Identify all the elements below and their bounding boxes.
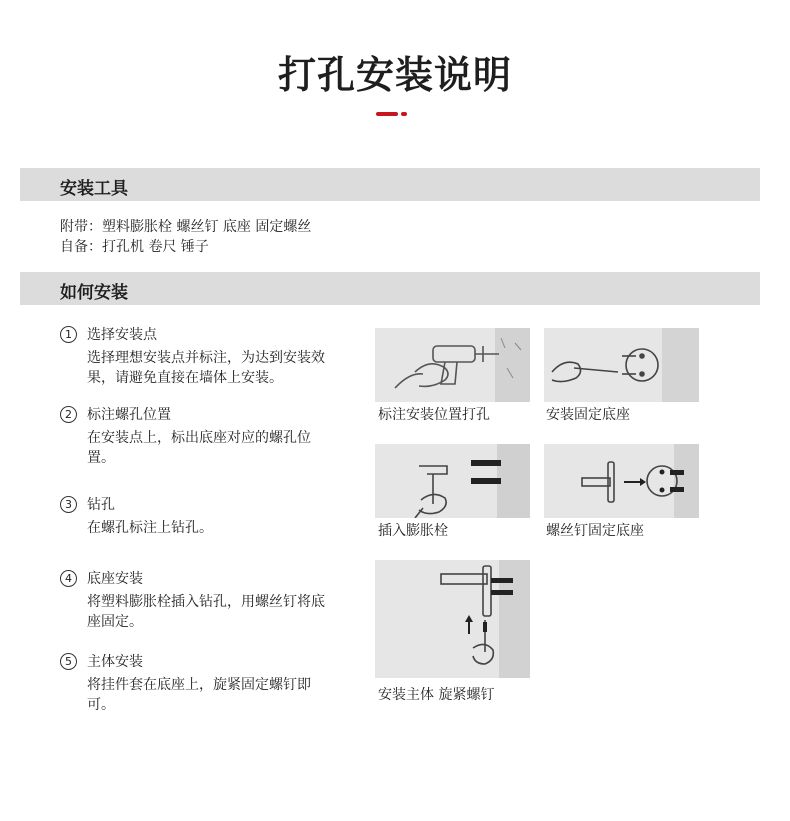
- drill-icon: [375, 328, 530, 402]
- figure-caption: 螺丝钉固定底座: [546, 523, 644, 539]
- figure-caption: 安装固定底座: [546, 407, 630, 423]
- title-accent-line: [376, 112, 398, 116]
- hook-assembly-icon: [375, 560, 530, 678]
- step-4: [60, 568, 360, 632]
- step-title: 选择安装点: [87, 327, 157, 343]
- step-description: 将挂件套在底座上，旋紧固定螺钉即可。: [87, 677, 311, 713]
- section-header-tools: [20, 168, 760, 201]
- title-accent-dot: [401, 112, 407, 116]
- figure-caption: 插入膨胀栓: [378, 523, 448, 539]
- step-title: 钻孔: [87, 497, 115, 513]
- step-number: 5: [60, 653, 77, 670]
- included-tools-text: 附带：塑料膨胀栓 螺丝钉 底座 固定螺丝: [60, 219, 312, 235]
- prepare-tools-text: 自备：打孔机 卷尺 锤子: [60, 239, 209, 255]
- figure-hammer: [375, 444, 530, 518]
- section-title-howto: 如何安装: [60, 283, 128, 303]
- step-3: [60, 494, 360, 538]
- step-title: 主体安装: [87, 654, 143, 670]
- figure-base-mount: [544, 444, 699, 518]
- figure-screwdriver: [544, 328, 699, 402]
- figure-hook-assembly: [375, 560, 530, 678]
- step-5: [60, 651, 360, 715]
- step-number: 3: [60, 496, 77, 513]
- page-title: 打孔安装说明: [277, 53, 512, 97]
- screwdriver-icon: [544, 328, 699, 402]
- step-number: 2: [60, 406, 77, 423]
- step-title: 标注螺孔位置: [87, 407, 171, 423]
- step-description: 将塑料膨胀栓插入钻孔，用螺丝钉将底座固定。: [87, 594, 325, 630]
- step-description: 在安装点上，标出底座对应的螺孔位置。: [87, 430, 311, 466]
- figure-caption: 安装主体 旋紧螺钉: [378, 687, 495, 703]
- step-1: [60, 324, 360, 388]
- section-title-tools: 安装工具: [60, 179, 128, 199]
- section-header-howto: [20, 272, 760, 305]
- step-number: 1: [60, 326, 77, 343]
- step-description: 在螺孔标注上钻孔。: [87, 520, 213, 536]
- base-mount-icon: [544, 444, 699, 518]
- step-number: 4: [60, 570, 77, 587]
- step-description: 选择理想安装点并标注，为达到安装效果，请避免直接在墙体上安装。: [87, 350, 325, 386]
- hammer-icon: [375, 444, 530, 518]
- step-title: 底座安装: [87, 571, 143, 587]
- figure-drill: [375, 328, 530, 402]
- step-2: [60, 404, 360, 468]
- figure-caption: 标注安装位置打孔: [378, 407, 490, 423]
